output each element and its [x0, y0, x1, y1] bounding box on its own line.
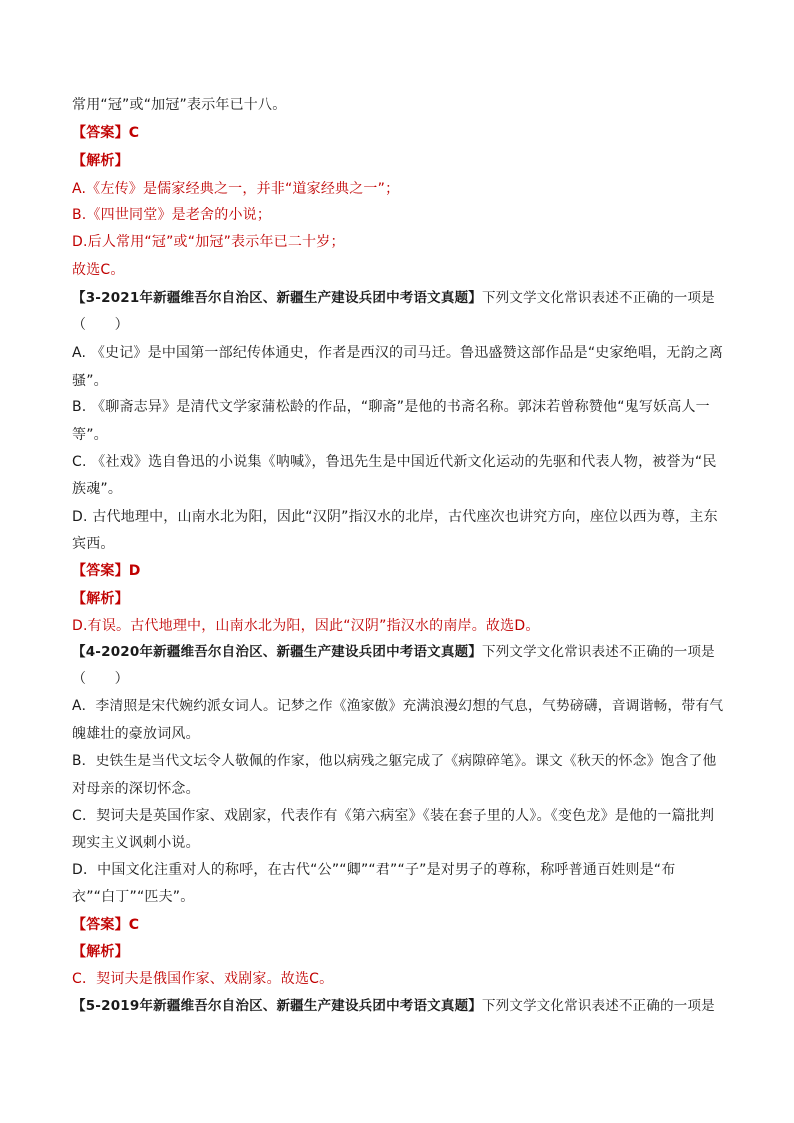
answer-text: 【答案】C: [72, 125, 140, 141]
answer-blank: （ ）: [72, 317, 129, 333]
option-line: 骚”。: [72, 373, 108, 389]
option-line: 族魂”。: [72, 481, 123, 497]
question-heading: [72, 643, 724, 661]
analysis-line: D.后人常用“冠”或“加冠”表示年已二十岁；: [72, 234, 345, 250]
option-line: 衣”“白丁”“匹夫”。: [72, 889, 195, 905]
option-line: C. 《社戏》选自鲁迅的小说集《呐喊》，鲁迅先生是中国近代新文化运动的先驱和代表人物，被誉为“民: [72, 454, 717, 470]
analysis-line: C．契诃夫是俄国作家、戏剧家。故选C。: [72, 971, 334, 987]
question-stem: 下列文学文化常识表述不正确的一项是: [481, 644, 715, 660]
answer-blank: （ ）: [72, 671, 129, 687]
option-line: D. 古代地理中，山南水北为阳，因此“汉阴”指汉水的北岸，古代座次也讲究方向，座位以西为尊，主东: [72, 509, 718, 525]
text-line: 常用“冠”或“加冠”表示年已十八。: [72, 97, 287, 113]
question-source: 【3-2021年新疆维吾尔自治区、新疆生产建设兵团中考语文真题】: [72, 290, 482, 306]
option-line: B．史铁生是当代文坛令人敬佩的作家，他以病残之躯完成了《病隙碎笔》。课文《秋天的怀念》饱含了他: [72, 753, 717, 769]
option-line: A. 《史记》是中国第一部纪传体通史，作者是西汉的司马迁。鲁迅盛赞这部作品是“史家绝唱，无韵之离: [72, 345, 724, 361]
option-line: D．中国文化注重对人的称呼，在古代“公”“卿”“君”“子”是对男子的尊称，称呼普通百姓则是“布: [72, 862, 676, 878]
analysis-label: 【解析】: [72, 591, 129, 607]
answer-label: 【答案】C: [72, 917, 140, 933]
question-stem: 下列文学文化常识表述不正确的一项是: [481, 290, 715, 306]
analysis-label: 【解析】: [72, 153, 129, 169]
analysis-line: B.《四世同堂》是老舍的小说；: [72, 207, 272, 223]
option-line: C．契诃夫是英国作家、戏剧家，代表作有《第六病室》《装在套子里的人》。《变色龙》是他的一篇批判: [72, 808, 715, 824]
option-line: B. 《聊斋志异》是清代文学家蒲松龄的作品，“聊斋”是他的书斋名称。郭沫若曾称赞他“鬼写妖高人一: [72, 399, 710, 415]
question-heading: [72, 997, 724, 1015]
question-heading: [72, 289, 724, 307]
option-line: 现实主义讽刺小说。: [72, 835, 200, 851]
answer-label: 【答案】D: [72, 563, 141, 579]
analysis-line: 故选C。: [72, 262, 125, 278]
question-source: 【4-2020年新疆维吾尔自治区、新疆生产建设兵团中考语文真题】: [72, 644, 482, 660]
question-source: 【5-2019年新疆维吾尔自治区、新疆生产建设兵团中考语文真题】: [72, 998, 482, 1014]
answer-label: [72, 124, 724, 142]
question-stem: 下列文学文化常识表述不正确的一项是: [481, 998, 715, 1014]
option-line: 等”。: [72, 427, 108, 443]
option-line: 对母亲的深切怀念。: [72, 781, 200, 797]
analysis-line: D.有误。古代地理中，山南水北为阳，因此“汉阴”指汉水的南岸。故选D。: [72, 618, 540, 634]
analysis-line: A.《左传》是儒家经典之一，并非“道家经典之一”；: [72, 181, 400, 197]
option-line: A．李清照是宋代婉约派女词人。记梦之作《渔家傲》充满浪漫幻想的气息，气势磅礴，音调谐畅，带有气: [72, 698, 724, 714]
analysis-label: 【解析】: [72, 944, 129, 960]
option-line: 魄雄壮的豪放词风。: [72, 726, 200, 742]
option-line: 宾西。: [72, 536, 115, 552]
